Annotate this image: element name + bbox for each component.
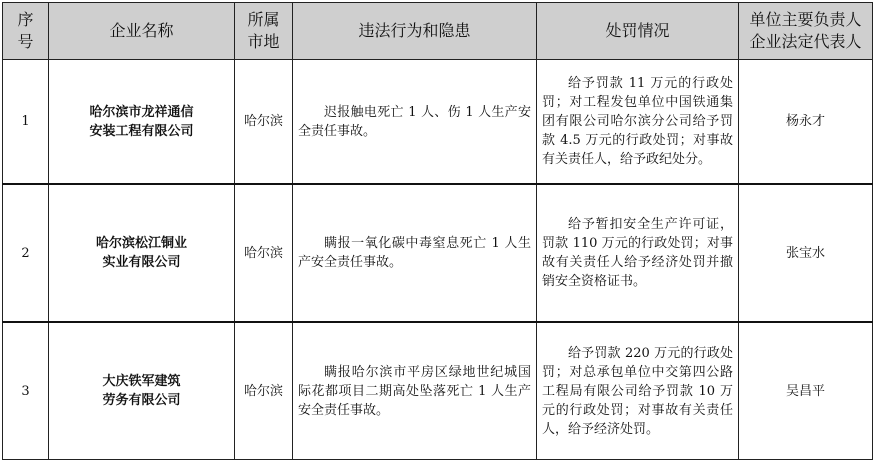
cell-seq: 1	[3, 60, 49, 185]
header-representative: 单位主要负责人 企业法定代表人	[739, 3, 873, 60]
header-city: 所属 市地	[235, 3, 293, 60]
penalty-table	[2, 2, 873, 460]
table-row	[3, 60, 873, 185]
cell-seq: 2	[3, 184, 49, 322]
cell-penalty: 给予暂扣安全生产许可证，罚款 110 万元的行政处罚；对事故有关责任人给予经济处罚并撤销安全资格证书。	[537, 184, 739, 322]
table-row	[3, 322, 873, 460]
table-row	[3, 184, 873, 322]
header-penalty: 处罚情况	[537, 3, 739, 60]
header-row	[3, 3, 873, 60]
cell-company: 哈尔滨松江铜业 实业有限公司	[49, 184, 235, 322]
cell-seq: 3	[3, 322, 49, 460]
cell-city: 哈尔滨	[235, 60, 293, 185]
cell-penalty: 给予罚款 11 万元的行政处罚；对工程发包单位中国铁通集团有限公司哈尔滨分公司给予罚款 4.5 万元的行政处罚；对事故有关责任人，给予政纪处分。	[537, 60, 739, 185]
cell-city: 哈尔滨	[235, 184, 293, 322]
cell-violation: 迟报触电死亡 1 人、伤 1 人生产安全责任事故。	[293, 60, 537, 185]
cell-representative: 张宝水	[739, 184, 873, 322]
cell-violation: 瞒报一氧化碳中毒窒息死亡 1 人生产安全责任事故。	[293, 184, 537, 322]
header-violation: 违法行为和隐患	[293, 3, 537, 60]
cell-city: 哈尔滨	[235, 322, 293, 460]
cell-representative: 杨永才	[739, 60, 873, 185]
cell-company: 大庆铁军建筑 劳务有限公司	[49, 322, 235, 460]
cell-violation: 瞒报哈尔滨市平房区绿地世纪城国际花都项目二期高处坠落死亡 1 人生产安全责任事故。	[293, 322, 537, 460]
header-company: 企业名称	[49, 3, 235, 60]
cell-representative: 吴昌平	[739, 322, 873, 460]
cell-penalty: 给予罚款 220 万元的行政处罚；对总承包单位中交第四公路工程局有限公司给予罚款 10 万元的行政处罚；对事故有关责任人，给予经济处罚。	[537, 322, 739, 460]
header-seq: 序 号	[3, 3, 49, 60]
cell-company: 哈尔滨市龙祥通信 安装工程有限公司	[49, 60, 235, 185]
